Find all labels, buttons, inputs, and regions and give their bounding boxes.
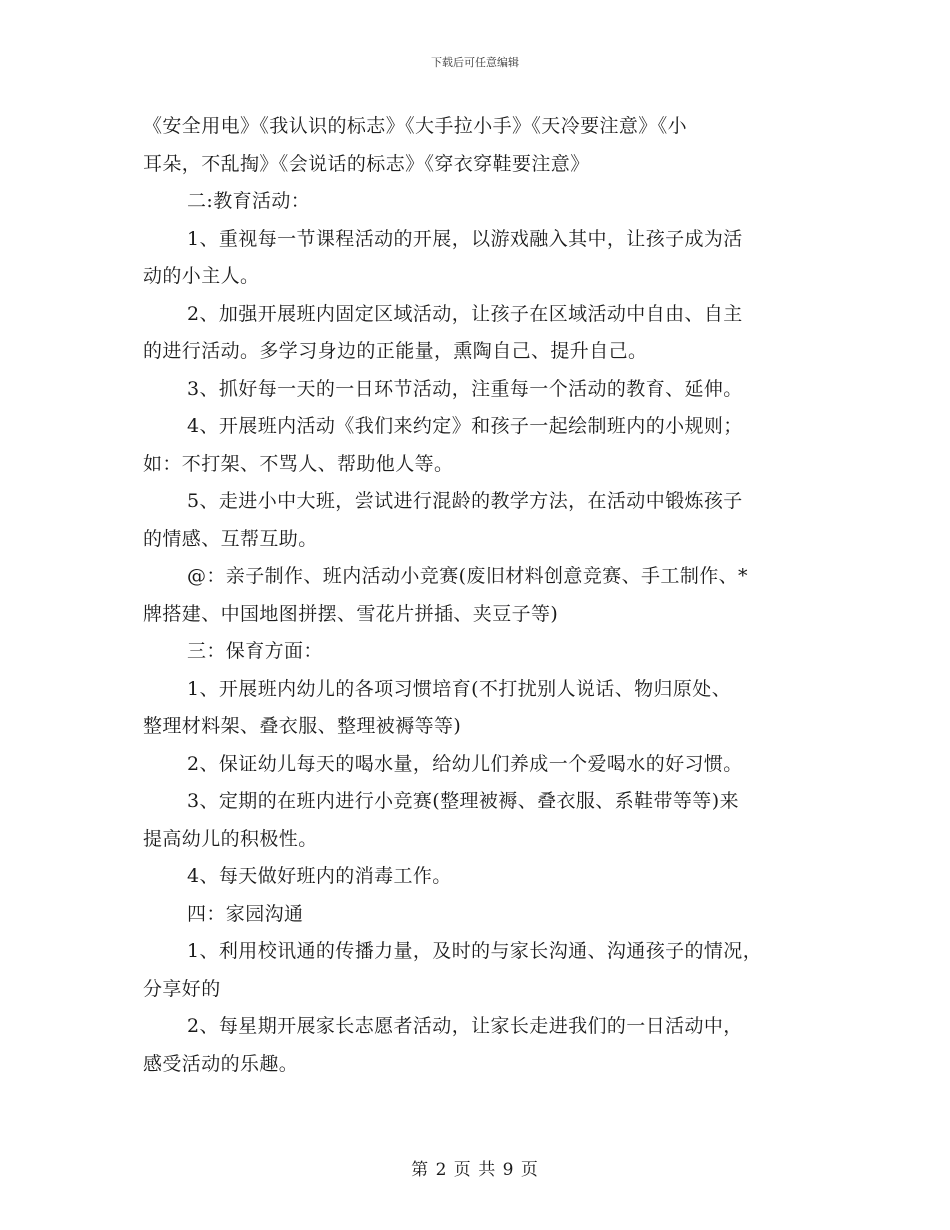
paragraph-line: 二:教育活动：: [187, 190, 311, 212]
paragraph: [143, 483, 815, 558]
paragraph-line: 4、每天做好班内的消毒工作。: [187, 865, 452, 887]
paragraph-line: 三：保育方面：: [187, 640, 323, 662]
paragraph: [143, 408, 815, 483]
paragraph-line: 的进行活动。多学习身边的正能量，熏陶自己、提升自己。: [143, 340, 648, 362]
paragraph-line: 牌搭建、中国地图拼摆、雪花片拼插、夹豆子等): [143, 602, 559, 625]
paragraph-line: 如：不打架、不骂人、帮助他人等。: [143, 452, 454, 475]
paragraph: [143, 1008, 815, 1083]
paragraph-line: 分享好的: [143, 977, 221, 1000]
paragraph: [143, 221, 815, 296]
paragraph-line: 3、抓好每一天的一日环节活动，注重每一个活动的教育、延伸。: [187, 377, 743, 400]
paragraph-line: 3、定期的在班内进行小竞赛(整理被褥、叠衣服、系鞋带等等)来: [187, 790, 739, 812]
paragraph: [143, 896, 815, 934]
paragraph-line: 4、开展班内活动《我们来约定》和孩子一起绘制班内的小规则；: [187, 415, 743, 437]
paragraph: [143, 371, 815, 409]
paragraph: [143, 746, 815, 784]
paragraph: [143, 183, 815, 221]
paragraph-line: 2、每星期开展家长志愿者活动，让家长走进我们的一日活动中，: [187, 1015, 743, 1037]
paragraph-line: 1、利用校讯通的传播力量，及时的与家长沟通、沟通孩子的情况，: [187, 940, 763, 962]
document-body: [143, 108, 815, 1083]
page-footer: 第 2 页 共 9 页: [411, 1160, 539, 1180]
paragraph-line: 5、走进小中大班，尝试进行混龄的教学方法，在活动中锻炼孩子: [187, 490, 743, 512]
paragraph-line: 《安全用电》《我认识的标志》《大手拉小手》《天冷要注意》《小: [143, 115, 688, 137]
paragraph: [143, 783, 815, 858]
paragraph-line: 整理材料架、叠衣服、整理被褥等等): [143, 715, 462, 737]
paragraph: [143, 633, 815, 671]
paragraph: [143, 858, 815, 896]
paragraph: [143, 558, 815, 633]
paragraph-line: 的情感、互帮互助。: [143, 527, 318, 550]
paragraph-line: 四：家园沟通: [187, 902, 304, 925]
paragraph-line: 2、保证幼儿每天的喝水量，给幼儿们养成一个爱喝水的好习惯。: [187, 752, 743, 775]
paragraph: [143, 671, 815, 746]
paragraph-line: 提高幼儿的积极性。: [143, 827, 318, 850]
paragraph: [143, 296, 815, 371]
paragraph: [143, 933, 815, 1008]
paragraph-line: 动的小主人。: [143, 265, 260, 287]
paragraph-line: 2、加强开展班内固定区域活动，让孩子在区域活动中自由、自主: [187, 302, 743, 325]
paragraph: [143, 108, 815, 183]
paragraph-line: 耳朵，不乱掏》《会说话的标志》《穿衣穿鞋要注意》: [143, 152, 590, 175]
paragraph-line: 1、开展班内幼儿的各项习惯培育(不打扰别人说话、物归原处、: [187, 677, 732, 700]
paragraph-line: @：亲子制作、班内活动小竞赛(废旧材料创意竞赛、手工制作、*: [187, 565, 748, 587]
page-header: 下载后可任意编辑: [431, 56, 519, 69]
paragraph-line: 感受活动的乐趣。: [143, 1052, 299, 1075]
paragraph-line: 1、重视每一节课程活动的开展，以游戏融入其中，让孩子成为活: [187, 227, 743, 250]
